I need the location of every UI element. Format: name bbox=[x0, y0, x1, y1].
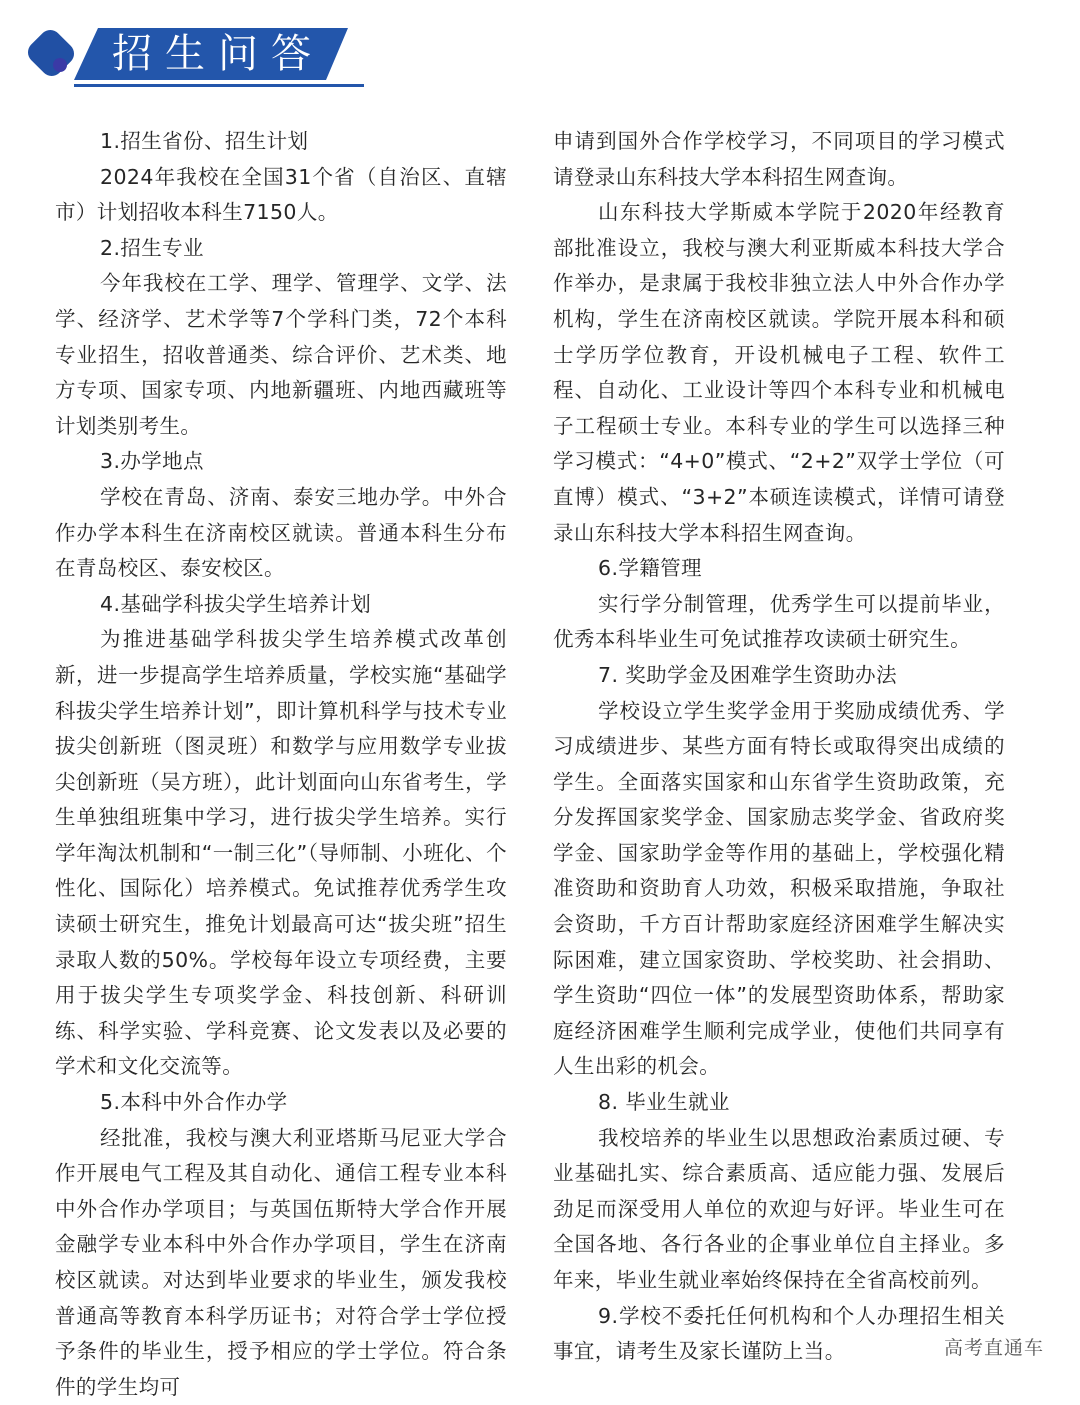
section-body-7: 学校设立学生奖学金用于奖励成绩优秀、学习成绩进步、某些方面有特长或取得突出成绩的学生。全面落实国家和山东省学生资助政策，充分发挥国家奖学金、国家励志奖学金、省政府奖学金、国家助学金等作用的基础上，学校强化精准资助和资助育人功效，积极采取措施，争取社会资助，千方百计帮助家庭经济困难学生解决实际困难，建立国家资助、学校奖助、社会捐助、学生资助“四位一体”的发展型资助体系，帮助家庭经济困难学生顺利完成学业，使他们共同享有人生出彩的机会。 bbox=[553, 698, 1005, 1079]
section-heading-6: 6.学籍管理 bbox=[598, 556, 702, 581]
section-heading-8: 8. 毕业生就业 bbox=[598, 1090, 730, 1115]
section-body-6: 实行学分制管理，优秀学生可以提前毕业，优秀本科毕业生可免试推荐攻读硕士研究生。 bbox=[553, 591, 1005, 652]
section-body-5-part1: 经批准，我校与澳大利亚塔斯马尼亚大学合作开展电气工程及其自动化、通信工程专业本科中外合作办学项目；与英国伍斯特大学合作开展金融学专业本科中外合作办学项目，学生在济南校区就读。对达到毕业要求的毕业生，颁发我校普通高等教育本科学历证书；对符合学士学位授予条件的毕业生，授予相应的学士学位。符合条件的学生均可 bbox=[55, 1125, 507, 1399]
section-heading-2: 2.招生专业 bbox=[100, 235, 204, 260]
right-column bbox=[553, 124, 1005, 1370]
section-heading-1: 1.招生省份、招生计划 bbox=[100, 129, 309, 153]
section-body-8: 我校培养的毕业生以思想政治素质过硬、专业基础扎实、综合素质高、适应能力强、发展后劲足而深受用人单位的欢迎与好评。毕业生可在全国各地、各行各业的企事业单位自主择业。多年来，毕业生就业率始终保持在全省高校前列。 bbox=[553, 1125, 1005, 1292]
section-body-5-part2: 申请到国外合作学校学习，不同项目的学习模式请登录山东科技大学本科招生网查询。 bbox=[553, 129, 1005, 189]
page-title: 招生问答 bbox=[112, 31, 324, 77]
section-body-4: 为推进基础学科拔尖学生培养模式改革创新，进一步提高学生培养质量，学校实施“基础学科拔尖学生培养计划”，即计算机科学与技术专业拔尖创新班（图灵班）和数学与应用数学专业拔尖创新班（吴方班），此计划面向山东省考生，学生单独组班集中学习，进行拔尖学生培养。实行学年淘汰机制和“一制三化”（导师制、小班化、个性化、国际化）培养模式。免试推荐优秀学生攻读硕士研究生，推免计划最高可达“拔尖班”招生录取人数的50%。学校每年设立专项经费，主要用于拔尖学生专项奖学金、科技创新、科研训练、科学实验、学科竞赛、论文发表以及必要的学术和文化交流等。 bbox=[55, 627, 507, 1079]
logo-dot-icon bbox=[53, 58, 67, 72]
section-body-9: 9.学校不委托任何机构和个人办理招生相关事宜，请考生及家长谨防上当。 bbox=[553, 1303, 1005, 1364]
logo-blob-icon bbox=[23, 25, 78, 80]
section-heading-7: 7. 奖助学金及困难学生资助办法 bbox=[598, 662, 897, 687]
section-body-2: 今年我校在工学、理学、管理学、文学、法学、经济学、艺术学等7个学科门类，72个本科专业招生，招收普通类、综合评价、艺术类、地方专项、国家专项、内地新疆班、内地西藏班等计划类别考生。 bbox=[55, 271, 507, 438]
section-heading-3: 3.办学地点 bbox=[100, 449, 204, 474]
left-column bbox=[55, 124, 507, 1405]
watermark: 高考直通车 bbox=[944, 1337, 1045, 1359]
page-header bbox=[0, 0, 1080, 110]
section-body-3: 学校在青岛、济南、泰安三地办学。中外合作办学本科生在济南校区就读。普通本科生分布在青岛校区、泰安校区。 bbox=[55, 484, 507, 581]
title-underline bbox=[74, 84, 364, 87]
section-heading-5: 5.本科中外合作办学 bbox=[100, 1090, 288, 1115]
section-heading-4: 4.基础学科拔尖学生培养计划 bbox=[100, 591, 372, 616]
section-body-5-swinburne: 山东科技大学斯威本学院于2020年经教育部批准设立，我校与澳大利亚斯威本科技大学合作举办，是隶属于我校非独立法人中外合作办学机构，学生在济南校区就读。学院开展本科和硕士学历学位教育，开设机械电子工程、软件工程、自动化、工业设计等四个本科专业和机械电子工程硕士专业。本科专业的学生可以选择三种学习模式：“4+0”模式、“2+2”双学士学位（可直博）模式、“3+2”本硕连读模式，详情可请登录山东科技大学本科招生网查询。 bbox=[553, 200, 1005, 545]
section-body-1: 2024年我校在全国31个省（自治区、直辖市）计划招收本科生7150人。 bbox=[55, 164, 507, 225]
